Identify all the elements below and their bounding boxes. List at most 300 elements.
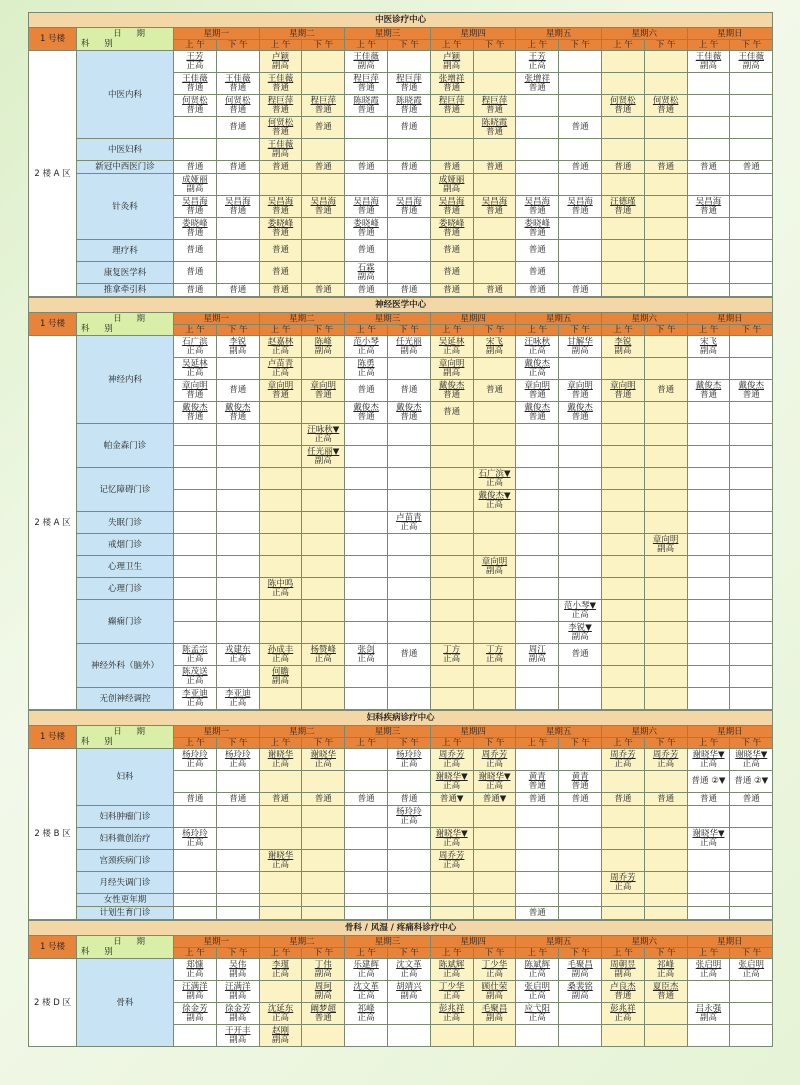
doctor-cell bbox=[345, 468, 388, 490]
doctor-cell bbox=[473, 139, 516, 161]
doctor-cell bbox=[687, 534, 730, 556]
doctor-cell bbox=[259, 959, 302, 981]
doctor-cell bbox=[687, 174, 730, 196]
doctor-cell bbox=[644, 402, 687, 424]
doctor-name: 周乔芳 bbox=[438, 850, 465, 861]
doctor-name: 普通 bbox=[229, 161, 247, 172]
date-dept-header bbox=[77, 936, 174, 959]
doctor-cell bbox=[644, 117, 687, 139]
doctor-cell bbox=[174, 534, 217, 556]
doctor-name: 王佳薇 bbox=[353, 51, 379, 62]
doctor-cell bbox=[259, 174, 302, 196]
day-header: 星期三 bbox=[345, 313, 431, 325]
pm-header: 下 午 bbox=[216, 738, 259, 749]
doctor-title: 普通 bbox=[443, 205, 461, 216]
doctor-title: 正高 bbox=[271, 1012, 289, 1023]
doctor-cell bbox=[559, 424, 602, 446]
doctor-cell bbox=[601, 161, 644, 174]
doctor-cell bbox=[687, 556, 730, 578]
doctor-title: 正高 bbox=[314, 433, 332, 444]
doctor-name: 黄青 bbox=[571, 771, 589, 782]
doctor-title: 副高 bbox=[357, 271, 375, 282]
doctor-cell bbox=[174, 644, 217, 666]
doctor-title: 正高 bbox=[271, 859, 289, 870]
doctor-title: 普通 bbox=[614, 990, 632, 1001]
doctor-cell bbox=[387, 490, 430, 512]
day-header: 星期三 bbox=[345, 28, 431, 40]
doctor-cell bbox=[601, 666, 644, 688]
doctor-cell bbox=[174, 850, 217, 872]
doctor-name: 戴俊杰 bbox=[438, 380, 465, 391]
doctor-name: 何贤松 bbox=[652, 95, 679, 106]
doctor-cell bbox=[687, 894, 730, 907]
doctor-cell bbox=[345, 284, 388, 297]
doctor-cell bbox=[559, 380, 602, 402]
doctor-cell bbox=[430, 666, 473, 688]
doctor-cell bbox=[730, 666, 773, 688]
doctor-cell bbox=[644, 688, 687, 710]
doctor-title: 普通 bbox=[186, 205, 204, 216]
doctor-cell bbox=[687, 872, 730, 894]
doctor-cell bbox=[345, 578, 388, 600]
doctor-name: 沈延东 bbox=[267, 1003, 294, 1014]
doctor-cell bbox=[559, 468, 602, 490]
doctor-cell bbox=[259, 117, 302, 139]
doctor-cell bbox=[473, 771, 516, 793]
date-dept-header bbox=[77, 726, 174, 749]
doctor-cell bbox=[559, 749, 602, 771]
doctor-title: 正高 bbox=[186, 968, 204, 979]
doctor-cell bbox=[387, 73, 430, 95]
doctor-cell bbox=[216, 240, 259, 262]
doctor-cell bbox=[601, 793, 644, 806]
doctor-cell bbox=[387, 218, 430, 240]
doctor-title: 正高 bbox=[357, 345, 375, 356]
doctor-cell bbox=[259, 139, 302, 161]
doctor-cell bbox=[687, 578, 730, 600]
am-header: 上 午 bbox=[259, 948, 302, 959]
doctor-cell bbox=[387, 688, 430, 710]
doctor-title: 正高 bbox=[186, 837, 204, 848]
doctor-cell bbox=[516, 490, 559, 512]
doctor-name: 章向明 bbox=[652, 534, 679, 545]
doctor-title: 副高 bbox=[186, 183, 204, 194]
doctor-cell bbox=[216, 490, 259, 512]
doctor-cell bbox=[216, 1025, 259, 1047]
doctor-cell bbox=[559, 196, 602, 218]
doctor-cell bbox=[601, 850, 644, 872]
doctor-cell bbox=[601, 424, 644, 446]
doctor-cell bbox=[473, 644, 516, 666]
doctor-name: 丁少华 bbox=[481, 959, 508, 970]
doctor-name: 普通 bbox=[528, 267, 546, 277]
doctor-name: 陈晓霞 bbox=[396, 95, 422, 106]
date-label: 日 期 bbox=[113, 314, 151, 324]
doctor-cell bbox=[601, 578, 644, 600]
doctor-title: 普通 bbox=[400, 82, 418, 93]
doctor-cell bbox=[687, 688, 730, 710]
doctor-name: 吴昌海 bbox=[310, 196, 337, 207]
doctor-name: 周乔芳 bbox=[610, 749, 636, 760]
doctor-cell bbox=[216, 468, 259, 490]
doctor-cell bbox=[216, 139, 259, 161]
doctor-title: 普通 bbox=[528, 82, 546, 93]
doctor-title: 正高 bbox=[271, 653, 289, 664]
doctor-cell bbox=[559, 446, 602, 468]
doctor-cell bbox=[730, 196, 773, 218]
doctor-cell bbox=[345, 424, 388, 446]
doctor-title: 普通 bbox=[357, 82, 375, 93]
doctor-cell bbox=[687, 749, 730, 771]
doctor-cell bbox=[174, 771, 217, 793]
day-header: 星期五 bbox=[516, 313, 602, 325]
doctor-cell bbox=[644, 578, 687, 600]
doctor-name: 汪满洋 bbox=[224, 981, 251, 992]
table-row bbox=[29, 534, 773, 556]
doctor-cell bbox=[516, 806, 559, 828]
doctor-name: 吴昌海 bbox=[182, 196, 208, 207]
doctor-title: 普通 bbox=[657, 104, 675, 115]
doctor-cell bbox=[473, 600, 516, 622]
doctor-cell bbox=[473, 578, 516, 600]
doctor-cell bbox=[644, 959, 687, 981]
am-header: 上 午 bbox=[601, 325, 644, 336]
table-row bbox=[29, 600, 773, 622]
doctor-cell bbox=[687, 806, 730, 828]
pm-header: 下 午 bbox=[559, 40, 602, 51]
dept-label: 科 别 bbox=[81, 324, 119, 334]
doctor-cell bbox=[516, 51, 559, 73]
doctor-name: 周乔芳 bbox=[652, 749, 679, 760]
doctor-cell bbox=[345, 336, 388, 358]
doctor-name: 陈斌辉 bbox=[524, 959, 551, 970]
doctor-cell bbox=[730, 139, 773, 161]
doctor-cell bbox=[387, 358, 430, 380]
department-name: 月经失调门诊 bbox=[77, 872, 174, 894]
pm-header: 下 午 bbox=[216, 40, 259, 51]
doctor-cell bbox=[730, 490, 773, 512]
doctor-title: 普通 bbox=[400, 205, 418, 216]
doctor-cell bbox=[516, 894, 559, 907]
doctor-name: 丁方 bbox=[485, 644, 503, 655]
doctor-cell bbox=[174, 749, 217, 771]
doctor-name: 吴延林 bbox=[438, 336, 465, 347]
doctor-title: 副高 bbox=[485, 345, 503, 356]
doctor-cell bbox=[430, 95, 473, 117]
table-row bbox=[29, 850, 773, 872]
doctor-cell bbox=[174, 600, 217, 622]
department-name: 妇科 bbox=[77, 749, 174, 806]
doctor-cell bbox=[387, 806, 430, 828]
doctor-cell bbox=[559, 872, 602, 894]
doctor-cell bbox=[345, 981, 388, 1003]
doctor-cell bbox=[259, 600, 302, 622]
doctor-cell bbox=[216, 402, 259, 424]
doctor-cell bbox=[601, 336, 644, 358]
doctor-cell bbox=[259, 95, 302, 117]
pm-header: 下 午 bbox=[473, 738, 516, 749]
pm-header: 下 午 bbox=[387, 948, 430, 959]
pm-header: 下 午 bbox=[559, 325, 602, 336]
doctor-cell bbox=[644, 284, 687, 297]
doctor-cell bbox=[687, 771, 730, 793]
doctor-cell bbox=[473, 402, 516, 424]
doctor-name: 谢晓华▼ bbox=[692, 749, 725, 760]
doctor-name: 谢晓华▼ bbox=[692, 828, 725, 839]
doctor-cell bbox=[644, 95, 687, 117]
doctor-name: 普通 bbox=[357, 284, 375, 295]
doctor-name: 卢苗青 bbox=[396, 512, 422, 523]
doctor-cell bbox=[516, 402, 559, 424]
doctor-name: 普通 bbox=[699, 161, 717, 172]
am-header: 上 午 bbox=[516, 40, 559, 51]
doctor-cell bbox=[644, 534, 687, 556]
table-row bbox=[29, 51, 773, 73]
day-header: 星期六 bbox=[601, 936, 687, 948]
doctor-cell bbox=[216, 218, 259, 240]
department-name: 宫颈疾病门诊 bbox=[77, 850, 174, 872]
doctor-cell bbox=[174, 490, 217, 512]
doctor-cell bbox=[430, 196, 473, 218]
doctor-cell bbox=[302, 468, 345, 490]
doctor-name: 彭兆祥 bbox=[438, 1003, 465, 1014]
doctor-cell bbox=[259, 666, 302, 688]
doctor-cell bbox=[687, 95, 730, 117]
doctor-cell bbox=[302, 749, 345, 771]
doctor-name: 石广滨 bbox=[182, 336, 208, 347]
doctor-name: 吴昌海 bbox=[224, 196, 251, 207]
doctor-cell bbox=[473, 907, 516, 920]
doctor-name: 汪德瑾 bbox=[610, 196, 636, 207]
doctor-cell bbox=[559, 284, 602, 297]
doctor-title: 正高 bbox=[443, 990, 461, 1001]
doctor-cell bbox=[473, 666, 516, 688]
doctor-name: 普通 bbox=[229, 793, 247, 804]
doctor-cell bbox=[516, 771, 559, 793]
doctor-cell bbox=[302, 1003, 345, 1025]
doctor-cell bbox=[259, 424, 302, 446]
doctor-name: 卢颖 bbox=[443, 51, 461, 62]
doctor-cell bbox=[687, 358, 730, 380]
doctor-cell bbox=[516, 959, 559, 981]
doctor-cell bbox=[216, 73, 259, 95]
doctor-cell bbox=[259, 336, 302, 358]
doctor-cell bbox=[516, 981, 559, 1003]
doctor-cell bbox=[302, 959, 345, 981]
building-label: 1 号楼 bbox=[29, 313, 77, 336]
doctor-name: 张增祥 bbox=[524, 73, 551, 84]
doctor-cell bbox=[216, 644, 259, 666]
doctor-cell bbox=[259, 490, 302, 512]
pm-header: 下 午 bbox=[644, 738, 687, 749]
doctor-cell bbox=[387, 174, 430, 196]
doctor-name: 普通 bbox=[400, 793, 418, 804]
doctor-cell bbox=[430, 600, 473, 622]
doctor-title: 正高 bbox=[229, 697, 247, 708]
doctor-cell bbox=[430, 284, 473, 297]
am-header: 上 午 bbox=[430, 325, 473, 336]
doctor-title: 普通 bbox=[614, 104, 632, 115]
doctor-name: 娄晓峰 bbox=[353, 218, 379, 229]
table-row bbox=[29, 578, 773, 600]
doctor-cell bbox=[387, 512, 430, 534]
doctor-name: 普通 bbox=[614, 793, 632, 804]
doctor-title: 副高 bbox=[229, 1034, 247, 1045]
doctor-title: 普通 bbox=[443, 104, 461, 115]
doctor-cell bbox=[345, 358, 388, 380]
doctor-cell bbox=[644, 196, 687, 218]
doctor-title: 副高 bbox=[657, 543, 675, 554]
doctor-name: 陈晓霞 bbox=[481, 117, 508, 128]
doctor-cell bbox=[687, 490, 730, 512]
doctor-name: 普通 bbox=[229, 122, 247, 132]
doctor-name: 娄晓峰 bbox=[267, 218, 294, 229]
doctor-cell bbox=[387, 161, 430, 174]
doctor-cell bbox=[302, 1025, 345, 1047]
day-header: 星期一 bbox=[174, 936, 260, 948]
doctor-title: 正高 bbox=[186, 367, 204, 378]
doctor-cell bbox=[345, 1003, 388, 1025]
dept-label: 科 别 bbox=[81, 737, 119, 747]
doctor-cell bbox=[174, 666, 217, 688]
doctor-cell bbox=[259, 380, 302, 402]
doctor-cell bbox=[174, 793, 217, 806]
doctor-cell bbox=[345, 380, 388, 402]
table-row bbox=[29, 828, 773, 850]
doctor-name: 普通 bbox=[443, 407, 461, 417]
doctor-name: 普通 bbox=[443, 161, 461, 172]
am-header: 上 午 bbox=[345, 40, 388, 51]
doctor-title: 普通 bbox=[528, 411, 546, 422]
doctor-cell bbox=[559, 556, 602, 578]
doctor-cell bbox=[345, 600, 388, 622]
doctor-title: 正高 bbox=[186, 697, 204, 708]
doctor-cell bbox=[430, 850, 473, 872]
doctor-name: 普通 bbox=[485, 161, 503, 172]
doctor-cell bbox=[730, 174, 773, 196]
doctor-cell bbox=[516, 872, 559, 894]
doctor-cell bbox=[387, 240, 430, 262]
doctor-name: 阚梦超 bbox=[310, 1003, 337, 1014]
doctor-cell bbox=[644, 424, 687, 446]
doctor-title: 普通 bbox=[229, 104, 247, 115]
doctor-cell bbox=[559, 139, 602, 161]
doctor-name: 黄青 bbox=[528, 771, 546, 782]
am-header: 上 午 bbox=[174, 738, 217, 749]
doctor-name: 戴俊杰 bbox=[524, 402, 551, 413]
doctor-cell bbox=[644, 622, 687, 644]
doctor-name: 普通 bbox=[742, 161, 760, 172]
doctor-cell bbox=[216, 424, 259, 446]
doctor-cell bbox=[302, 666, 345, 688]
doctor-cell bbox=[174, 380, 217, 402]
department-name: 记忆障碍门诊 bbox=[77, 468, 174, 512]
doctor-cell bbox=[516, 828, 559, 850]
doctor-name: 郑慷 bbox=[186, 959, 204, 970]
doctor-title: 副高 bbox=[699, 345, 717, 356]
doctor-title: 副高 bbox=[186, 1012, 204, 1023]
doctor-name: 普通 bbox=[400, 284, 418, 295]
doctor-cell bbox=[387, 622, 430, 644]
doctor-title: 普通 bbox=[528, 389, 546, 400]
doctor-cell bbox=[302, 556, 345, 578]
doctor-name: 普通 bbox=[400, 385, 418, 395]
doctor-cell bbox=[473, 512, 516, 534]
doctor-name: 何瞻 bbox=[271, 666, 289, 677]
doctor-title: 副高 bbox=[742, 60, 760, 71]
doctor-cell bbox=[174, 556, 217, 578]
doctor-name: 普通 bbox=[314, 793, 332, 804]
doctor-cell bbox=[259, 468, 302, 490]
doctor-name: 戴俊杰 bbox=[695, 380, 722, 391]
department-name: 推拿牵引科 bbox=[77, 284, 174, 297]
doctor-cell bbox=[473, 828, 516, 850]
doctor-cell bbox=[430, 622, 473, 644]
doctor-cell bbox=[730, 578, 773, 600]
doctor-cell bbox=[730, 828, 773, 850]
doctor-cell bbox=[473, 51, 516, 73]
doctor-cell bbox=[473, 556, 516, 578]
doctor-cell bbox=[259, 793, 302, 806]
doctor-cell bbox=[559, 644, 602, 666]
doctor-cell bbox=[516, 196, 559, 218]
doctor-cell bbox=[601, 907, 644, 920]
am-header: 上 午 bbox=[345, 948, 388, 959]
doctor-cell bbox=[259, 828, 302, 850]
dept-label: 科 别 bbox=[81, 947, 119, 957]
doctor-name: 卢良杰 bbox=[610, 981, 636, 992]
day-header: 星期五 bbox=[516, 28, 602, 40]
doctor-name: 娄晓峰 bbox=[182, 218, 208, 229]
doctor-cell bbox=[430, 73, 473, 95]
doctor-name: 普通 bbox=[443, 284, 461, 295]
doctor-cell bbox=[644, 446, 687, 468]
doctor-name: 顾仕荣 bbox=[481, 981, 508, 992]
doctor-cell bbox=[302, 358, 345, 380]
doctor-cell bbox=[559, 771, 602, 793]
doctor-cell bbox=[259, 262, 302, 284]
doctor-cell bbox=[387, 828, 430, 850]
table-row bbox=[29, 174, 773, 196]
doctor-name: 成娅丽 bbox=[182, 174, 208, 185]
pm-header: 下 午 bbox=[730, 948, 773, 959]
doctor-cell bbox=[387, 644, 430, 666]
doctor-title: 正高 bbox=[657, 968, 675, 979]
doctor-cell bbox=[216, 512, 259, 534]
doctor-name: 普通 bbox=[271, 161, 289, 172]
doctor-cell bbox=[559, 666, 602, 688]
doctor-name: 普通 bbox=[400, 649, 418, 659]
doctor-cell bbox=[559, 578, 602, 600]
doctor-cell bbox=[345, 1025, 388, 1047]
doctor-title: 正高 bbox=[400, 758, 418, 769]
doctor-name: 周朝昱 bbox=[610, 959, 636, 970]
building-label: 1 号楼 bbox=[29, 726, 77, 749]
doctor-cell bbox=[601, 872, 644, 894]
doctor-cell bbox=[516, 600, 559, 622]
doctor-cell bbox=[644, 512, 687, 534]
doctor-cell bbox=[644, 771, 687, 793]
pm-header: 下 午 bbox=[302, 325, 345, 336]
doctor-name: 李亚迪 bbox=[224, 688, 251, 699]
doctor-title: 普通 bbox=[357, 205, 375, 216]
doctor-cell bbox=[302, 196, 345, 218]
doctor-cell bbox=[259, 358, 302, 380]
doctor-cell bbox=[302, 907, 345, 920]
doctor-title: 副高 bbox=[699, 1012, 717, 1023]
doctor-title: 正高 bbox=[614, 881, 632, 892]
doctor-name: 陈晓霞 bbox=[353, 95, 379, 106]
